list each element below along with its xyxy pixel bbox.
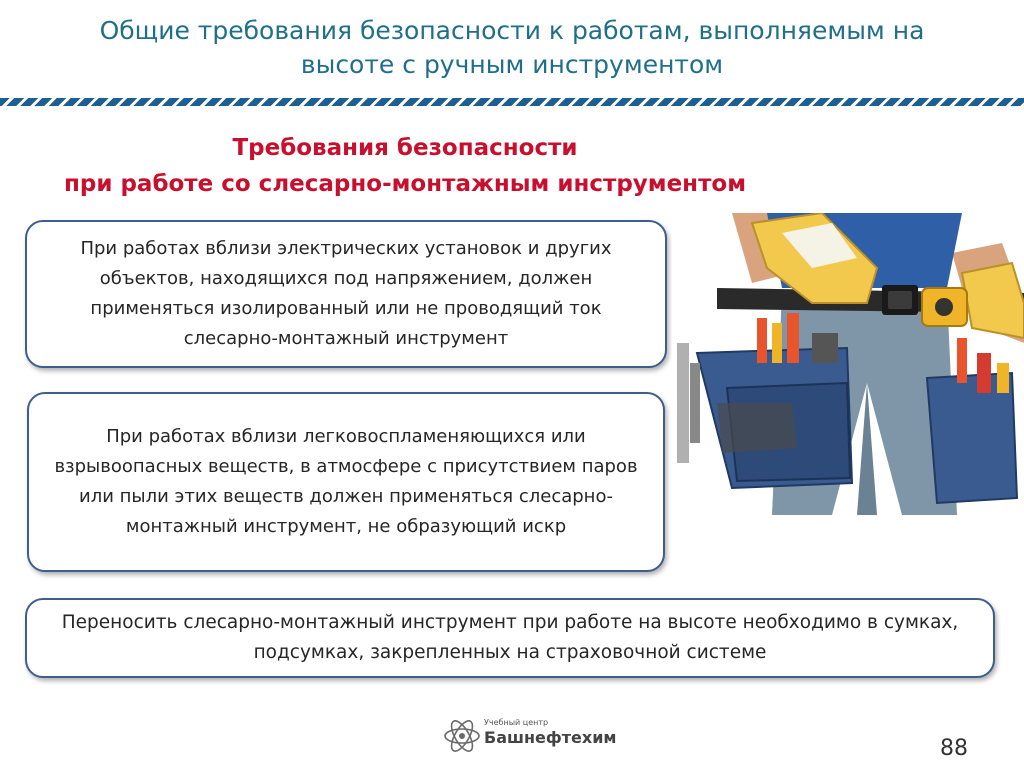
decorative-stripe — [0, 98, 1024, 106]
logo-caption: Учебный центр — [484, 718, 549, 727]
subtitle-line-1: Требования безопасности — [232, 135, 578, 161]
page-number: 88 — [940, 736, 968, 761]
requirement-card-carrying — [25, 598, 995, 678]
requirement-text: Переносить слесарно-монтажный инструмент при работе на высоте необходимо в сумках, подсумках, закрепленных на страховочной системе — [61, 612, 959, 663]
worker-tool-belt-image — [672, 213, 1024, 515]
requirement-text: При работах вблизи легковоспламеняющихся или взрывоопасных веществ, в атмосфере с присутствием паров или пыли этих веществ должен применяться слесарно-монтажный инструмент, не образующий искр — [54, 426, 638, 537]
requirement-card-flammable — [27, 392, 665, 572]
requirement-text: При работах вблизи электрических установок и других объектов, находящихся под напряжением, должен применяться изолированный или не проводящий ток слесарно-монтажный инструмент — [80, 238, 612, 349]
slide-title-line-1: Общие требования безопасности к работам, выполняемым на — [99, 16, 925, 45]
training-center-logo — [442, 716, 632, 756]
requirement-card-electrical — [25, 220, 667, 368]
slide-title — [20, 14, 1004, 82]
atom-logo-icon — [442, 716, 482, 756]
slide-title-line-2: высоте с ручным инструментом — [300, 50, 724, 79]
logo-name: Башнефтехим — [484, 728, 617, 747]
section-subtitle — [60, 130, 750, 202]
subtitle-line-2: при работе со слесарно-монтажным инструментом — [63, 171, 746, 197]
